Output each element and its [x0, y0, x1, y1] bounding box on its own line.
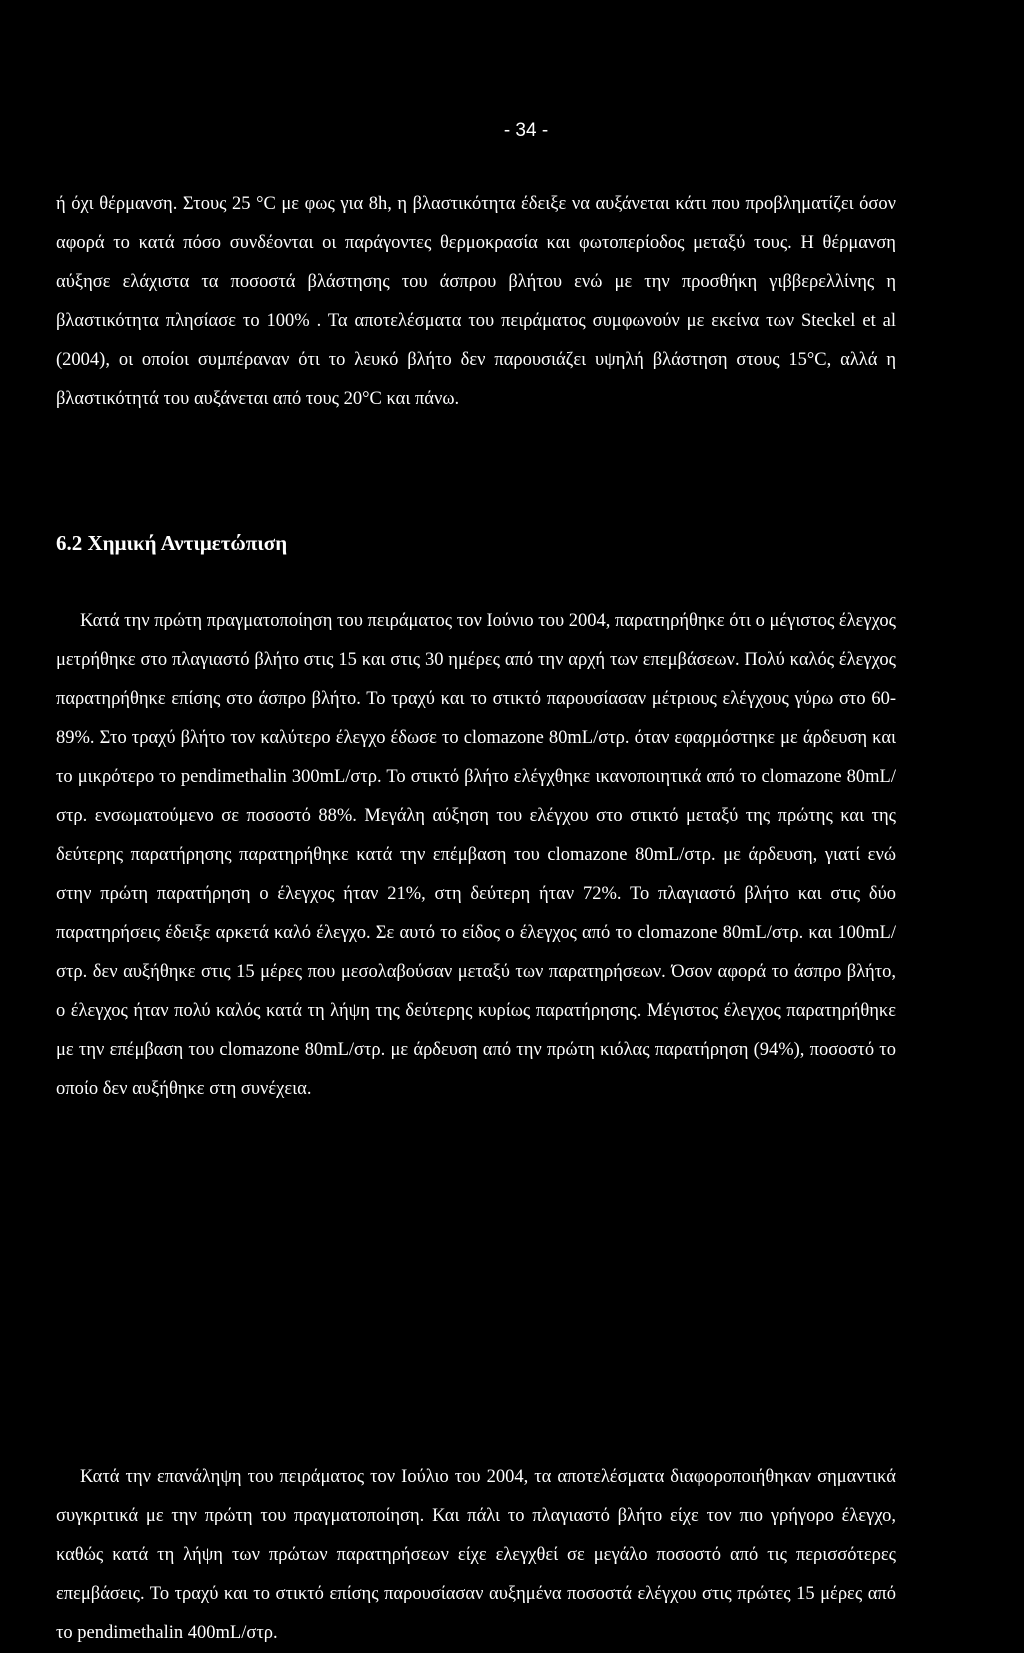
page-number: - 34 - — [503, 120, 549, 141]
section-heading: 6.2 Χημική Αντιμετώπιση — [56, 531, 288, 555]
paragraph-first-trial: Κατά την πρώτη πραγματοποίηση του πειράματος τον Ιούνιο του 2004, παρατηρήθηκε ότι ο μέγιστος έλεγχος μετρήθηκε στο πλαγιαστό βλήτο στις 15 και στις 30 ημέρες από την αρχή των επεμβάσεων. Πολύ καλός έλεγχος παρατηρήθηκε επίσης στο άσπρο βλήτο. Το τραχύ και το στικτό παρουσίασαν μέτριους ελέγχους γύρω στο 60-89%. Στο τραχύ βλήτο τον καλύτερο έλεγχο έδωσε το clomazone 80mL/στρ. όταν εφαρμόστηκε με άρδευση και το μικρότερο το pendimethalin 300mL/στρ. Το στικτό βλήτο ελέγχθηκε ικανοποιητικά από το clomazone 80mL/στρ. ενσωματούμενο σε ποσοστό 88%. Μεγάλη αύξηση του ελέγχου στο στικτό μεταξύ της πρώτης και της δεύτερης παρατήρησης παρατηρήθηκε κατά την επέμβαση του clomazone 80mL/στρ. με άρδευση, γιατί ενώ στην πρώτη παρατήρηση ο έλεγχος ήταν 21%, στη δεύτερη ήταν 72%. Το πλαγιαστό βλήτο και στις δύο παρατηρήσεις έδειξε αρκετά καλό έλεγχο. Σε αυτό το είδος ο έλεγχος από το clomazone 80mL/στρ. και 100mL/στρ. δεν αυξήθηκε στις 15 μέρες που μεσολαβούσαν μεταξύ των παρατηρήσεων. Όσον αφορά το άσπρο βλήτο, ο έλεγχος ήταν πολύ καλός κατά τη λήψη της δεύτερης κυρίως παρατήρησης. Μέγιστος έλεγχος παρατηρήθηκε με την επέμβαση του clomazone 80mL/στρ. με άρδευση από την πρώτη κιόλας παρατήρηση (94%), ποσοστό το οποίο δεν αυξήθηκε στη συνέχεια. — [56, 611, 896, 1099]
paragraph-repeat-trial: Κατά την επανάληψη του πειράματος τον Ιούλιο του 2004, τα αποτελέσματα διαφοροποιήθηκαν σημαντικά συγκριτικά με την πρώτη του πραγματοποίηση. Και πάλι το πλαγιαστό βλήτο είχε τον πιο γρήγορο έλεγχο, καθώς κατά τη λήψη των πρώτων παρατηρήσεων είχε ελεγχθεί σε μεγάλο ποσοστό από τις περισσότερες επεμβάσεις. Το τραχύ και το στικτό επίσης παρουσίασαν αυξημένα ποσοστά ελέγχου στις πρώτες 15 μέρες από το pendimethalin 400mL/στρ. — [56, 1467, 896, 1643]
paragraph-intro: ή όχι θέρμανση. Στους 25 °C με φως για 8h, η βλαστικότητα έδειξε να αυξάνεται κάτι που προβληματίζει όσον αφορά το κατά πόσο συνδέονται οι παράγοντες θερμοκρασία και φωτοπερίοδος μεταξύ τους. Η θέρμανση αύξησε ελάχιστα τα ποσοστά βλάστησης του άσπρου βλήτου ενώ με την προσθήκη γιββερελλίνης η βλαστικότητα πλησίασε το 100% . Τα αποτελέσματα του πειράματος συμφωνούν με εκείνα των Steckel et al (2004), οι οποίοι συμπέραναν ότι το λευκό βλήτο δεν παρουσιάζει υψηλή βλάστηση στους 15°C, αλλά η βλαστικότητά του αυξάνεται από τους 20°C και πάνω. — [56, 194, 896, 409]
